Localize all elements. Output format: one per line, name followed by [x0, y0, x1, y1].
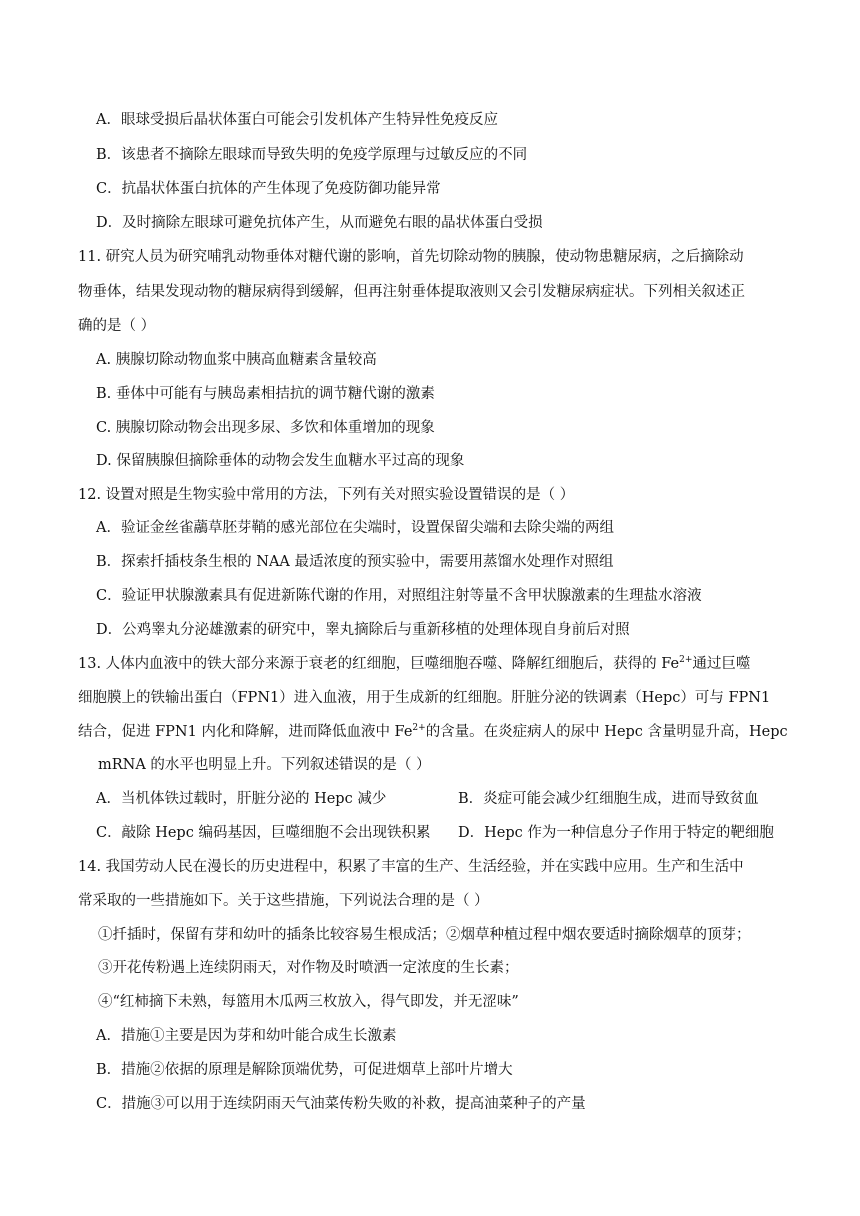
q13-line-3-text-a: 结合，促进 FPN1 内化和降解，进而降低血液中 Fe — [78, 724, 413, 740]
q13-option-a: A．当机体铁过载时，肝脏分泌的 Hepc 减少 — [96, 791, 387, 807]
q13-stem-line-3 — [78, 722, 788, 742]
q13-stem-line-1 — [78, 654, 750, 674]
q13-option-c: C．敲除 Hepc 编码基因，巨噬细胞不会出现铁积累 — [96, 825, 431, 841]
q11-option-b: B. 垂体中可能有与胰岛素相拮抗的调节糖代谢的激素 — [96, 386, 435, 402]
q13-line-3-superscript: 2+ — [412, 723, 426, 733]
q13-line-1-text-b: 通过巨噬 — [692, 656, 751, 672]
q14-option-b: B．措施②依据的原理是解除顶端优势，可促进烟草上部叶片增大 — [96, 1062, 513, 1078]
q14-option-c: C．措施③可以用于连续阴雨天气油菜传粉失败的补救，提高油菜种子的产量 — [96, 1096, 586, 1112]
q13-stem-line-4: mRNA 的水平也明显上升。下列叙述错误的是（ ） — [98, 757, 431, 773]
q12-option-b: B．探索扦插枝条生根的 NAA 最适浓度的预实验中，需要用蒸馏水处理作对照组 — [96, 554, 614, 570]
q11-stem-line-3: 确的是（ ） — [78, 318, 156, 334]
q13-option-b: B．炎症可能会减少红细胞生成，进而导致贫血 — [458, 791, 759, 807]
q14-measure-4: ④“红柿摘下未熟，每篮用木瓜两三枚放入，得气即发，并无涩味” — [98, 994, 519, 1010]
q10-option-d: D．及时摘除左眼球可避免抗体产生，从而避免右眼的晶状体蛋白受损 — [96, 215, 543, 231]
q10-option-b: B．该患者不摘除左眼球而导致失明的免疫学原理与过敏反应的不同 — [96, 147, 528, 163]
q13-option-d: D．Hepc 作为一种信息分子作用于特定的靶细胞 — [458, 825, 774, 841]
q12-option-d: D．公鸡睾丸分泌雄激素的研究中，睾丸摘除后与重新移植的处理体现自身前后对照 — [96, 622, 630, 638]
q11-option-a: A. 胰腺切除动物血浆中胰高血糖素含量较高 — [96, 352, 377, 368]
q10-option-c: C．抗晶状体蛋白抗体的产生体现了免疫防御功能异常 — [96, 181, 441, 197]
q13-stem-line-2: 细胞膜上的铁输出蛋白（FPN1）进入血液，用于生成新的红细胞。肝脏分泌的铁调素（Hepc）可与 FPN1 — [78, 690, 771, 706]
q13-line-3-text-b: 的含量。在炎症病人的尿中 Hepc 含量明显升高，Hepc — [425, 724, 788, 740]
q14-stem-line-1: 14. 我国劳动人民在漫长的历史进程中，积累了丰富的生产、生活经验，并在实践中应用。生产和生活中 — [78, 859, 744, 875]
q13-line-1-text-a: 13. 人体内血液中的铁大部分来源于衰老的红细胞，巨噬细胞吞噬、降解红细胞后，获得的 Fe — [78, 656, 680, 672]
q14-option-a: A．措施①主要是因为芽和幼叶能合成生长激素 — [96, 1028, 397, 1044]
q14-measure-3: ③开花传粉遇上连续阴雨天，对作物及时喷洒一定浓度的生长素； — [98, 960, 519, 976]
q12-option-a: A．验证金丝雀虉草胚芽鞘的感光部位在尖端时，设置保留尖端和去除尖端的两组 — [96, 520, 614, 536]
q11-stem-line-1: 11. 研究人员为研究哺乳动物垂体对糖代谢的影响，首先切除动物的胰腺，使动物患糖尿病，之后摘除动 — [78, 249, 744, 265]
q14-stem-line-2: 常采取的一些措施如下。关于这些措施，下列说法合理的是（ ） — [78, 893, 489, 909]
q10-option-a: A．眼球受损后晶状体蛋白可能会引发机体产生特异性免疫反应 — [96, 112, 498, 128]
q12-option-c: C．验证甲状腺激素具有促进新陈代谢的作用，对照组注射等量不含甲状腺激素的生理盐水溶液 — [96, 588, 702, 604]
q13-line-1-superscript: 2+ — [679, 655, 693, 665]
q14-measures-1-2: ①扦插时，保留有芽和幼叶的插条比较容易生根成活；②烟草种植过程中烟农要适时摘除烟草的顶芽； — [98, 927, 751, 943]
q11-stem-line-2: 物垂体，结果发现动物的糖尿病得到缓解，但再注射垂体提取液则又会引发糖尿病症状。下列相关叙述正 — [78, 284, 745, 300]
q12-stem: 12. 设置对照是生物实验中常用的方法，下列有关对照实验设置错误的是（ ） — [78, 487, 575, 503]
q11-option-c: C. 胰腺切除动物会出现多尿、多饮和体重增加的现象 — [96, 420, 435, 436]
q11-option-d: D. 保留胰腺但摘除垂体的动物会发生血糖水平过高的现象 — [96, 453, 465, 469]
